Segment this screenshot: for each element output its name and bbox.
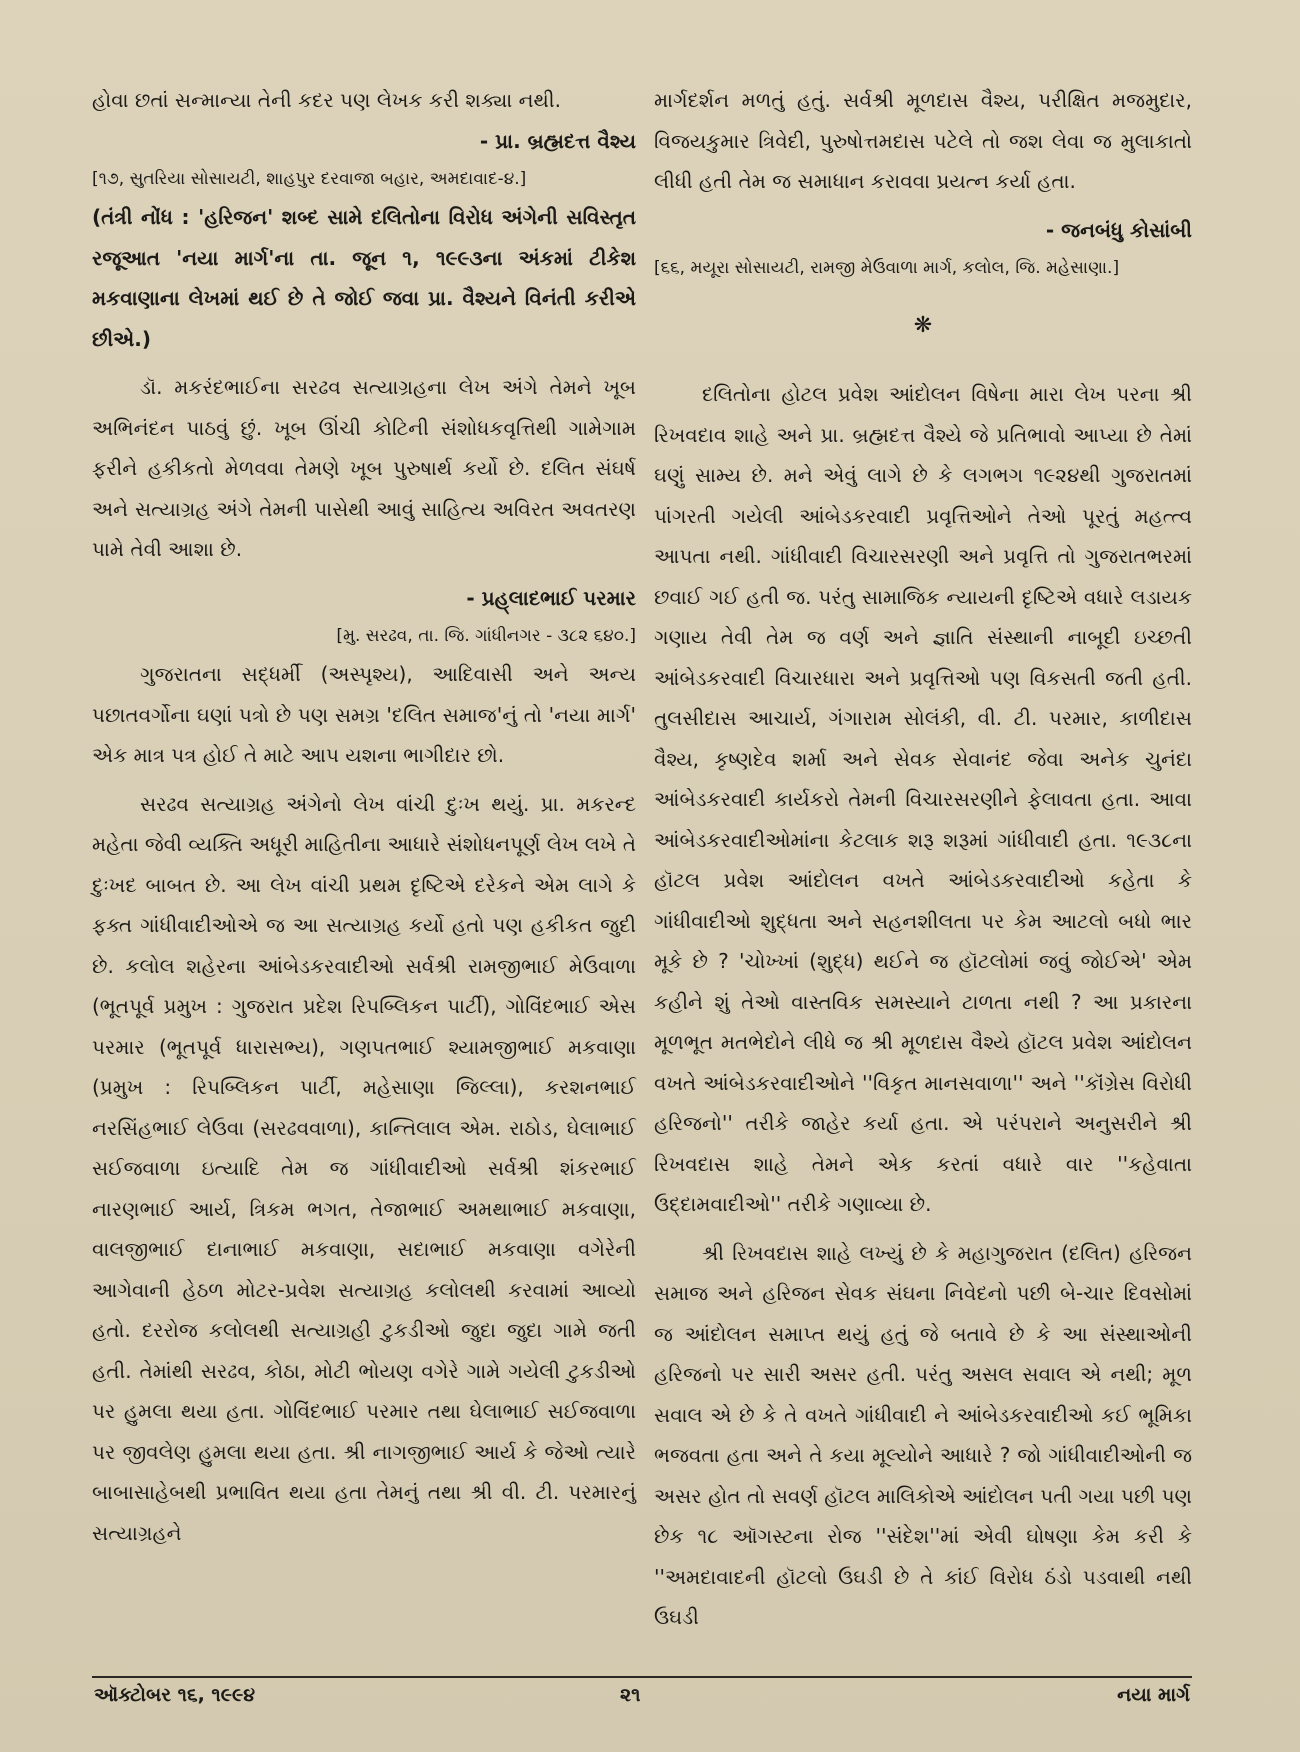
footer-date: ઑક્ટોબર ૧૬, ૧૯૯૪ <box>94 1684 256 1706</box>
letter-closing-text: હોવા છતાં સન્માન્યા તેની કદર પણ લેખક કરી શક્યા નથી. <box>92 88 561 112</box>
letter-address: [મુ. સરઢવ, તા. જિ. ગાંધીનગર - ૩૮૨ ૬૪૦.] <box>336 626 636 646</box>
page-number: ૨૧ <box>620 1684 641 1706</box>
letter-signature: - પ્રહ્‌લાદભાઈ પરમાર <box>466 585 636 610</box>
left-column <box>92 80 636 1553</box>
letter-address: [૧૭, સુતરિયા સોસાયટી, શાહપુર દરવાજા બહાર, અમદાવાદ-૪.] <box>92 169 527 189</box>
editor-note: (તંત્રી નોંધ : 'હરિજન' શબ્દ સામે દલિતોના વિરોધ અંગેની સવિસ્તૃત રજૂઆત 'નયા માર્ગ'ના તા. જૂન ૧, ૧૯૯૩ના અંકમાં ટીકેશ મકવાણાના લેખમાં થઈ છે તે જોઈ જવા પ્રા. વૈશ્યને વિનંતી કરીએ છીએ.) <box>92 205 636 351</box>
right-column <box>654 80 1192 1638</box>
letter-paragraph: ડૉ. મકરંદભાઈના સરઢવ સત્યાગ્રહના લેખ અંગે તેમને ખૂબ અભિનંદન પાઠવું છું. ખૂબ ઊંચી કોટિની સંશોધકવૃત્તિથી ગામેગામ ફરીને હકીકતો મેળવવા તેમણે ખૂબ પુરુષાર્થ કર્યો છે. દલિત સંઘર્ષ અને સત્યાગ્રહ અંગે તેમની પાસેથી આવું સાહિત્ય અવિરત અવતરણ પામે તેવી આશા છે. <box>92 375 636 561</box>
magazine-name: નયા માર્ગ <box>1117 1684 1190 1706</box>
section-divider-star-icon: ❋ <box>913 313 933 338</box>
letter-address: [૬૬, મયૂરા સોસાયટી, રામજી મેઉવાળા માર્ગ, કલોલ, જિ. મહેસાણા.] <box>654 258 1120 278</box>
letter-closing-text: માર્ગદર્શન મળતું હતું. સર્વશ્રી મૂળદાસ વૈશ્ય, પરીક્ષિત મજમુદાર, વિજયકુમાર ત્રિવેદી, પુરુષોત્તમદાસ પટેલે તો જશ લેવા જ મુલાકાતો લીધી હતી તેમ જ સમાધાન કરાવવા પ્રયત્ન કર્યા હતા. <box>654 88 1192 193</box>
letter-paragraph: શ્રી રિખવદાસ શાહે લખ્યું છે કે મહાગુજરાત (દલિત) હરિજન સમાજ અને હરિજન સેવક સંઘના નિવેદનો પછી બે-ચાર દિવસોમાં જ આંદોલન સમાપ્ત થયું હતું જે બતાવે છે કે આ સંસ્થાઓની હરિજનો પર સારી અસર હતી. પરંતુ અસલ સવાલ એ નથી; મૂળ સવાલ એ છે કે તે વખતે ગાંધીવાદી ને આંબેડકરવાદીઓ કઈ ભૂમિકા ભજવતા હતા અને તે કયા મૂલ્યોને આધારે ? જો ગાંધીવાદીઓની જ અસર હોત તો સવર્ણ હૉટલ માલિકોએ આંદોલન પતી ગયા પછી પણ છેક ૧૮ ઑગસ્ટના રોજ ''સંદેશ''માં એવી ઘોષણા કેમ કરી કે ''અમદાવાદની હૉટલો ઉઘડી છે તે કાંઈ વિરોધ ઠંડો પડવાથી નથી ઉઘડી <box>654 1240 1192 1629</box>
letter-paragraph: ગુજરાતના સદ્‌ધર્મી (અસ્પૃશ્ય), આદિવાસી અને અન્ય પછાતવર્ગોના ઘણાં પત્રો છે પણ સમગ્ર 'દલિત સમાજ'નું તો 'નયા માર્ગ' એક માત્ર પત્ર હોઈ તે માટે આપ યશના ભાગીદાર છો. <box>92 662 636 767</box>
letter-signature: - જનબંધુ કોસાંબી <box>1045 217 1192 242</box>
letter-paragraph: સરઢવ સત્યાગ્રહ અંગેનો લેખ વાંચી દુઃખ થયું. પ્રા. મકરન્દ મહેતા જેવી વ્યક્તિ અધૂરી માહિતીના આધારે સંશોધનપૂર્ણ લેખ લખે તે દુઃખદ બાબત છે. આ લેખ વાંચી પ્રથમ દૃષ્ટિએ દરેકને એમ લાગે કે ફક્ત ગાંધીવાદીઓએ જ આ સત્યાગ્રહ કર્યો હતો પણ હકીકત જુદી છે. કલોલ શહેરના આંબેડકરવાદીઓ સર્વશ્રી રામજીભાઈ મેઉવાળા (ભૂતપૂર્વ પ્રમુખ : ગુજરાત પ્રદેશ રિપબ્લિકન પાર્ટી), ગોવિંદભાઈ એસ પરમાર (ભૂતપૂર્વ ધારાસભ્ય), ગણપતભાઈ શ્યામજીભાઈ મકવાણા (પ્રમુખ : રિપબ્લિકન પાર્ટી, મહેસાણા જિલ્લા), કરશનભાઈ નરસિંહભાઈ લેઉવા (સરઢવવાળા), કાન્તિલાલ એમ. રાઠોડ, ઘેલાભાઈ સઈજવાળા ઇત્યાદિ તેમ જ ગાંધીવાદીઓ સર્વશ્રી શંકરભાઈ નારણભાઈ આર્ય, ત્રિકમ ભગત, તેજાભાઈ અમથાભાઈ મકવાણા, વાલજીભાઈ દાનાભાઈ મકવાણા, સદાભાઈ મકવાણા વગેરેની આગેવાની હેઠળ મોટર-પ્રવેશ સત્યાગ્રહ કલોલથી કરવામાં આવ્યો હતો. દરરોજ કલોલથી સત્યાગ્રહી ટુકડીઓ જુદા જુદા ગામે જતી હતી. તેમાંથી સરઢવ, કોઠા, મોટી ભોયણ વગેરે ગામે ગયેલી ટુકડીઓ પર હુમલા થયા હતા. ગોવિંદભાઈ પરમાર તથા ઘેલાભાઈ સઈજવાળા પર જીવલેણ હુમલા થયા હતા. શ્રી નાગજીભાઈ આર્ય કે જેઓ ત્યારે બાબાસાહેબથી પ્રભાવિત થયા હતા તેમનું તથા શ્રી વી. ટી. પરમારનું સત્યાગ્રહને <box>92 791 636 1545</box>
letter-paragraph: દલિતોના હોટલ પ્રવેશ આંદોલન વિષેના મારા લેખ પરના શ્રી રિખવદાવ શાહે અને પ્રા. બ્રહ્મદત્ત વૈશ્યે જે પ્રતિભાવો આપ્યા છે તેમાં ઘણું સામ્ય છે. મને એવું લાગે છે કે લગભગ ૧૯૨૪થી ગુજરાતમાં પાંગરતી ગયેલી આંબેડકરવાદી પ્રવૃત્તિઓને તેઓ પૂરતું મહત્ત્વ આપતા નથી. ગાંધીવાદી વિચારસરણી અને પ્રવૃત્તિ તો ગુજરાતભરમાં છવાઈ ગઈ હતી જ. પરંતુ સામાજિક ન્યાયની દૃષ્ટિએ વધારે લડાયક ગણાય તેવી તેમ જ વર્ણ અને જ્ઞાતિ સંસ્થાની નાબૂદી ઇચ્છતી આંબેડકરવાદી વિચારધારા અને પ્રવૃત્તિઓ પણ વિકસતી જતી હતી. તુલસીદાસ આચાર્ય, ગંગારામ સોલંકી, વી. ટી. પરમાર, કાળીદાસ વૈશ્ય, કૃષ્ણદેવ શર્મા અને સેવક સેવાનંદ જેવા અનેક ચુનંદા આંબેડકરવાદી કાર્યકરો તેમની વિચારસરણીને ફેલાવતા હતા. આવા આંબેડકરવાદીઓમાંના કેટલાક શરૂ શરૂમાં ગાંધીવાદી હતા. ૧૯૩૮ના હૉટલ પ્રવેશ આંદોલન વખતે આંબેડકરવાદીઓ કહેતા કે ગાંધીવાદીઓ શુદ્ધતા અને સહનશીલતા પર કેમ આટલો બધો ભાર મૂકે છે ? 'ચોખ્ખાં (શુદ્ધ) થઈને જ હૉટલોમાં જવું જોઈએ' એમ કહીને શું તેઓ વાસ્તવિક સમસ્યાને ટાળતા નથી ? આ પ્રકારના મૂળભૂત મતભેદોને લીધે જ શ્રી મૂળદાસ વૈશ્યે હૉટલ પ્રવેશ આંદોલન વખતે આંબેડકરવાદીઓને ''વિકૃત માનસવાળા'' અને ''કૉંગ્રેસ વિરોધી હરિજનો'' તરીકે જાહેર કર્યા હતા. એ પરંપરાને અનુસરીને શ્રી રિખવદાસ શાહે તેમને એક કરતાં વધારે વાર ''કહેવાતા ઉદ્દામવાદીઓ'' તરીકે ગણાવ્યા છે. <box>654 382 1192 1216</box>
letter-signature: - પ્રા. બ્રહ્મદત્ત વૈશ્ય <box>479 128 636 153</box>
footer-divider <box>92 1676 1192 1678</box>
